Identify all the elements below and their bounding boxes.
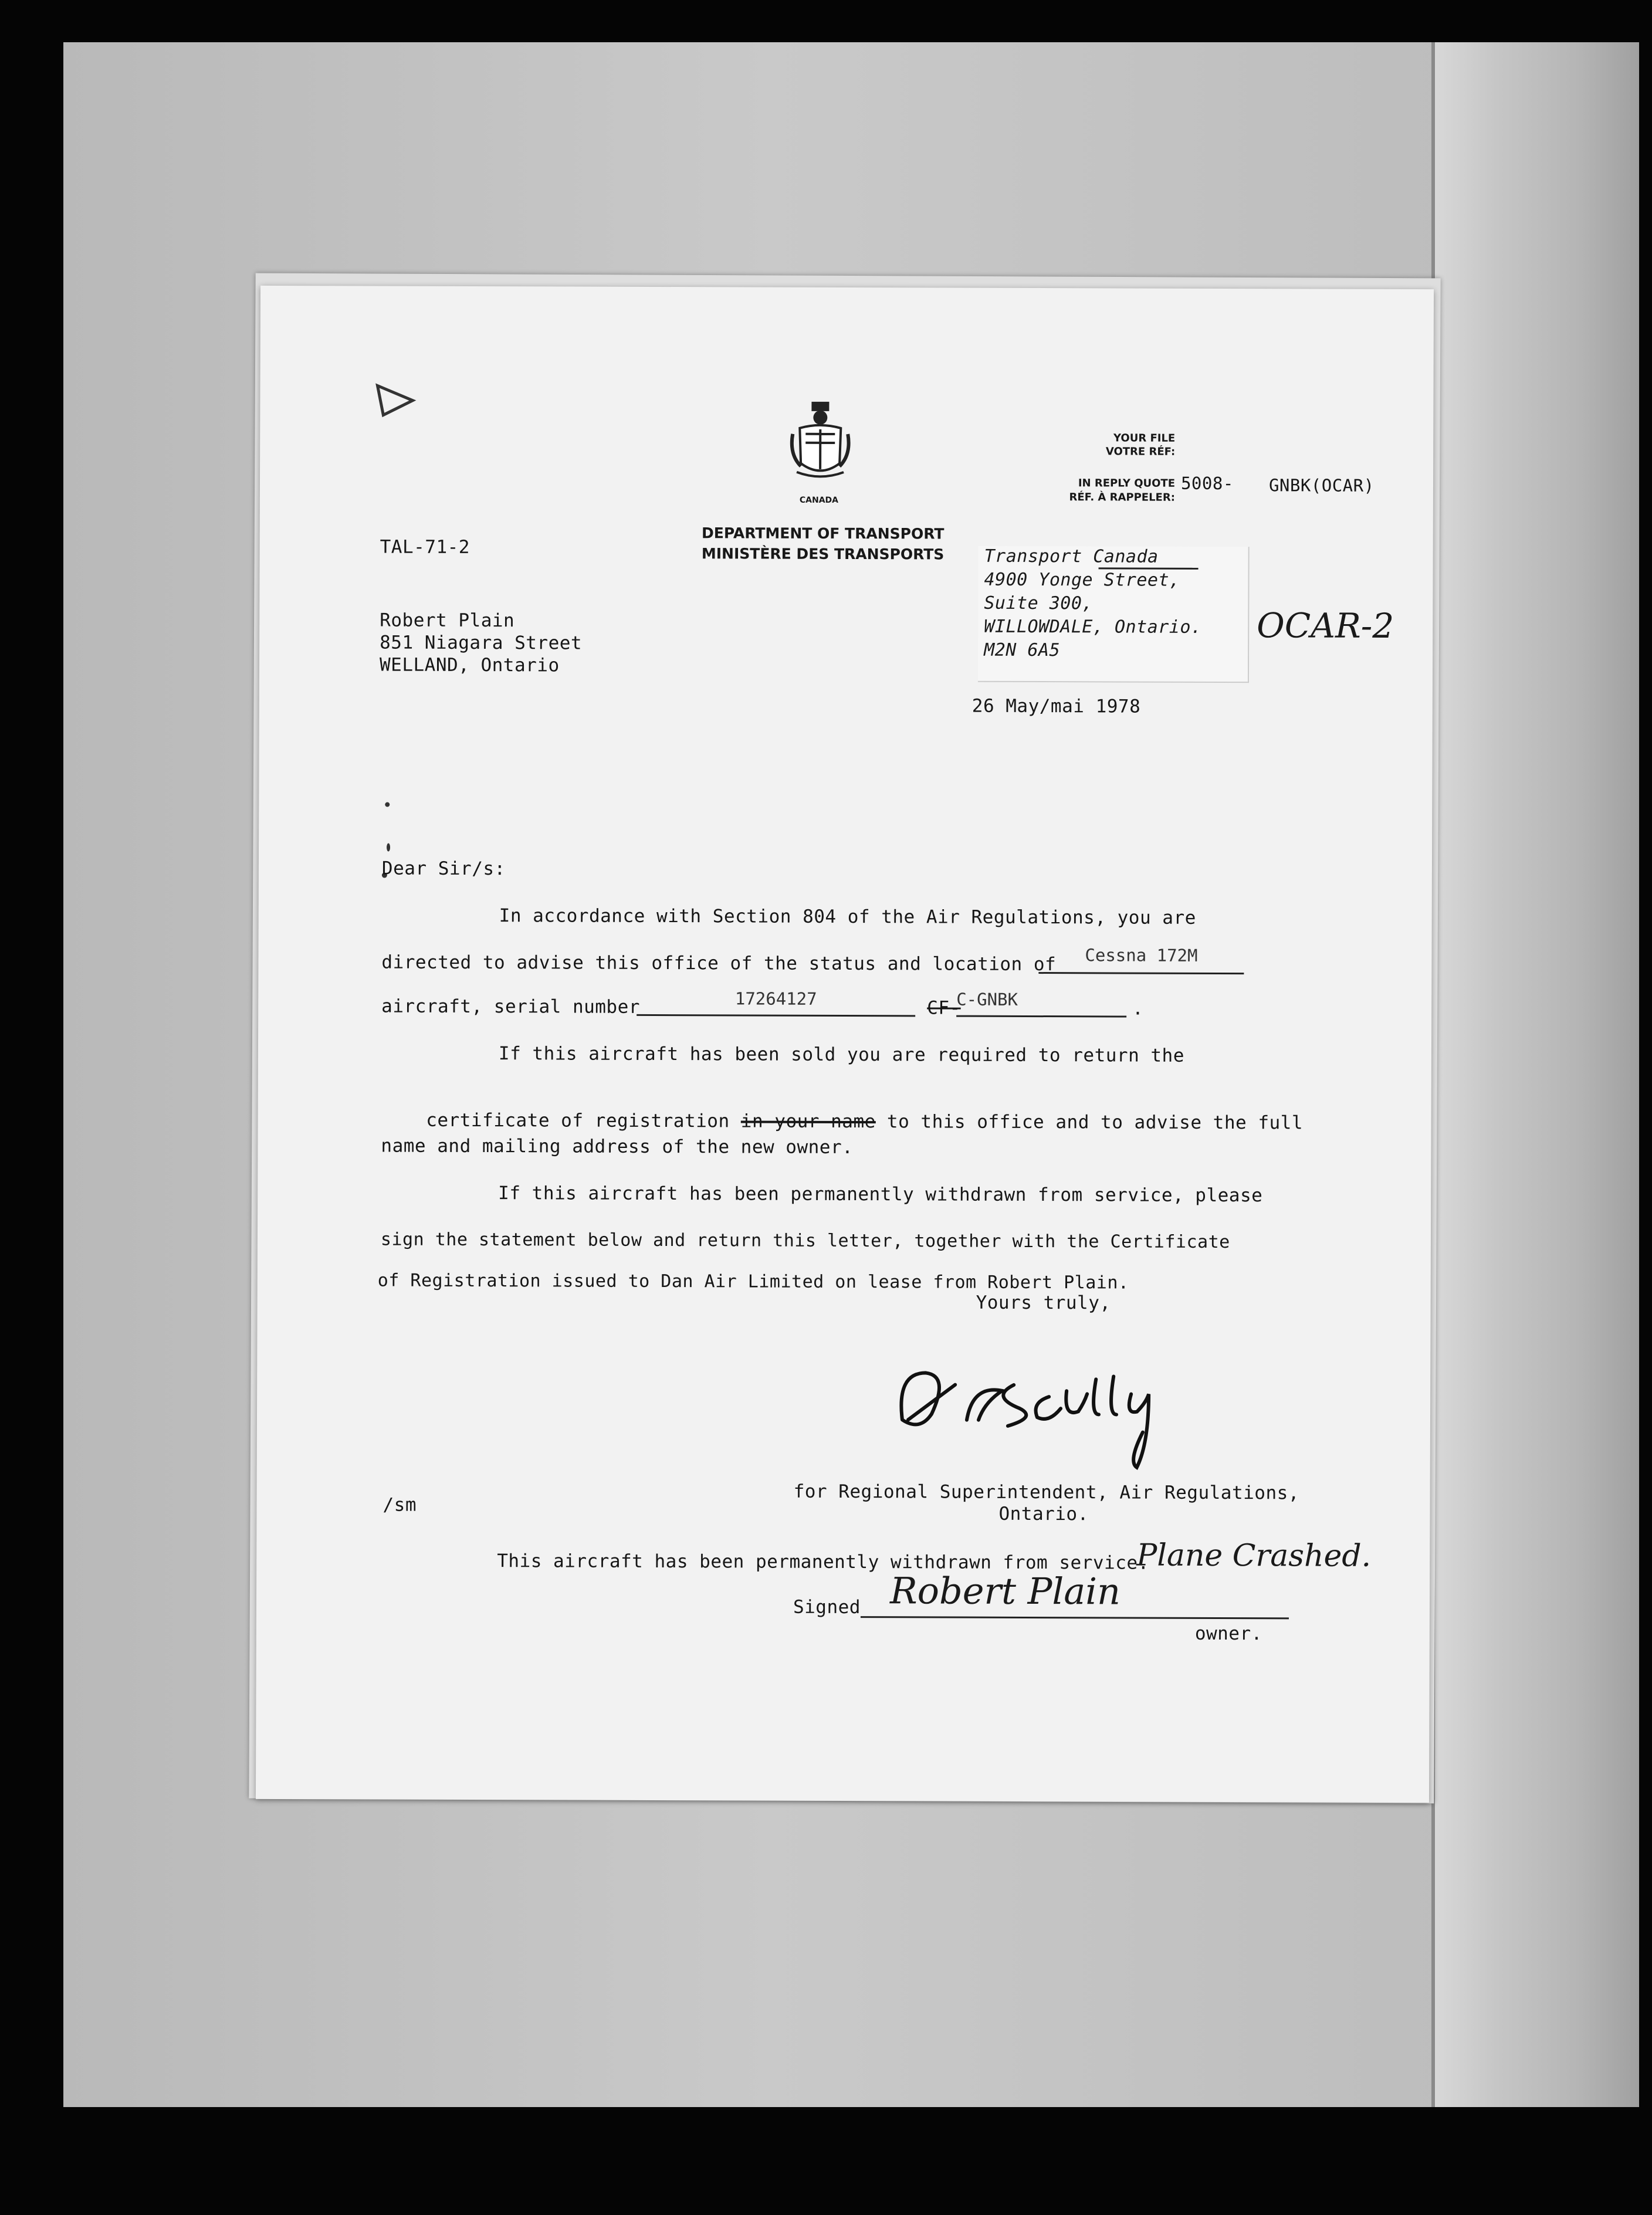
- reply-quote-suffix: GNBK(OCAR): [1268, 475, 1375, 496]
- body-line: If this aircraft has been permanently withdrawn from service, please: [498, 1183, 1263, 1207]
- typist-initials: /sm: [382, 1494, 417, 1516]
- letter-date: 26 May/mai 1978: [971, 695, 1141, 717]
- signature-line: [861, 1616, 1289, 1619]
- body-line: aircraft, serial number: [381, 995, 641, 1018]
- handwritten-code: OCAR-2: [1257, 605, 1394, 646]
- aircraft-type-field: Cessna 172M: [1038, 945, 1244, 974]
- body-line: sign the statement below and return this letter, together with the Certificate: [380, 1229, 1230, 1253]
- struck-prefix: CF-: [927, 997, 961, 1019]
- staple-mark: [371, 380, 424, 426]
- body-line: If this aircraft has been sold you are required to return the: [498, 1043, 1184, 1066]
- body-line: directed to advise this office of the status and location of: [381, 951, 1057, 976]
- serial-number-field: 17264127: [637, 988, 915, 1017]
- reply-quote-label-fr: RÉF. À RAPPELER:: [1069, 491, 1175, 504]
- letter-page: [256, 286, 1434, 1803]
- punch-mark: [387, 844, 390, 852]
- signatory-region: Ontario.: [998, 1503, 1089, 1525]
- body-line: In accordance with Section 804 of the Air Regulations, you are: [499, 905, 1196, 929]
- sender-address-line: WILLOWDALE, Ontario.: [984, 616, 1202, 638]
- recipient-street: 851 Niagara Street: [380, 632, 583, 654]
- recipient-name: Robert Plain: [380, 609, 515, 632]
- owner-signature: Robert Plain: [889, 1569, 1121, 1613]
- punch-mark: [385, 802, 390, 807]
- sender-address-line: Suite 300,: [984, 592, 1094, 614]
- owner-label: owner.: [1194, 1623, 1262, 1645]
- body-line: of Registration issued to Dan Air Limited on lease from Robert Plain.: [377, 1270, 1129, 1293]
- your-file-label-fr: VOTRE RÉF:: [1105, 445, 1176, 458]
- salutation: Dear Sir/s:: [381, 858, 506, 880]
- reply-quote-value: 5008-: [1180, 473, 1234, 494]
- department-name-en: DEPARTMENT OF TRANSPORT: [701, 524, 945, 543]
- body-text: to this office and to advise the full: [875, 1111, 1304, 1134]
- handwritten-annotation: Plane Crashed.: [1136, 1537, 1372, 1574]
- sender-address-line: 4900 Yonge Street,: [984, 569, 1180, 591]
- file-reference: TAL-71-2: [380, 536, 470, 558]
- body-line: name and mailing address of the new owner.: [381, 1135, 854, 1159]
- sender-address-line: Transport Canada: [984, 546, 1159, 567]
- sender-address-line: M2N 6A5: [984, 639, 1061, 661]
- signed-label: Signed: [793, 1596, 861, 1618]
- your-file-label-en: YOUR FILE: [1113, 432, 1176, 445]
- body-text: certificate of registration: [426, 1109, 741, 1132]
- department-name-fr: MINISTÈRE DES TRANSPORTS: [701, 545, 945, 563]
- signatory-title: for Regional Superintendent, Air Regulations,: [793, 1481, 1300, 1504]
- signature-image: [885, 1349, 1214, 1479]
- reply-quote-label-en: IN REPLY QUOTE: [1078, 477, 1176, 490]
- withdrawal-statement: This aircraft has been permanently withdrawn from service.: [497, 1550, 1149, 1574]
- struck-text: in your name: [740, 1110, 876, 1133]
- closing: Yours truly,: [976, 1292, 1111, 1314]
- folder-edge: [1431, 42, 1639, 2107]
- canada-coat-of-arms-icon: [788, 399, 852, 487]
- period: .: [1132, 998, 1144, 1020]
- address-underline: [1099, 567, 1199, 570]
- country-label: CANADA: [799, 495, 839, 505]
- sender-address-stamp: [978, 546, 1250, 683]
- registration-field: C-GNBK: [956, 990, 1126, 1018]
- recipient-city: WELLAND, Ontario: [379, 654, 560, 676]
